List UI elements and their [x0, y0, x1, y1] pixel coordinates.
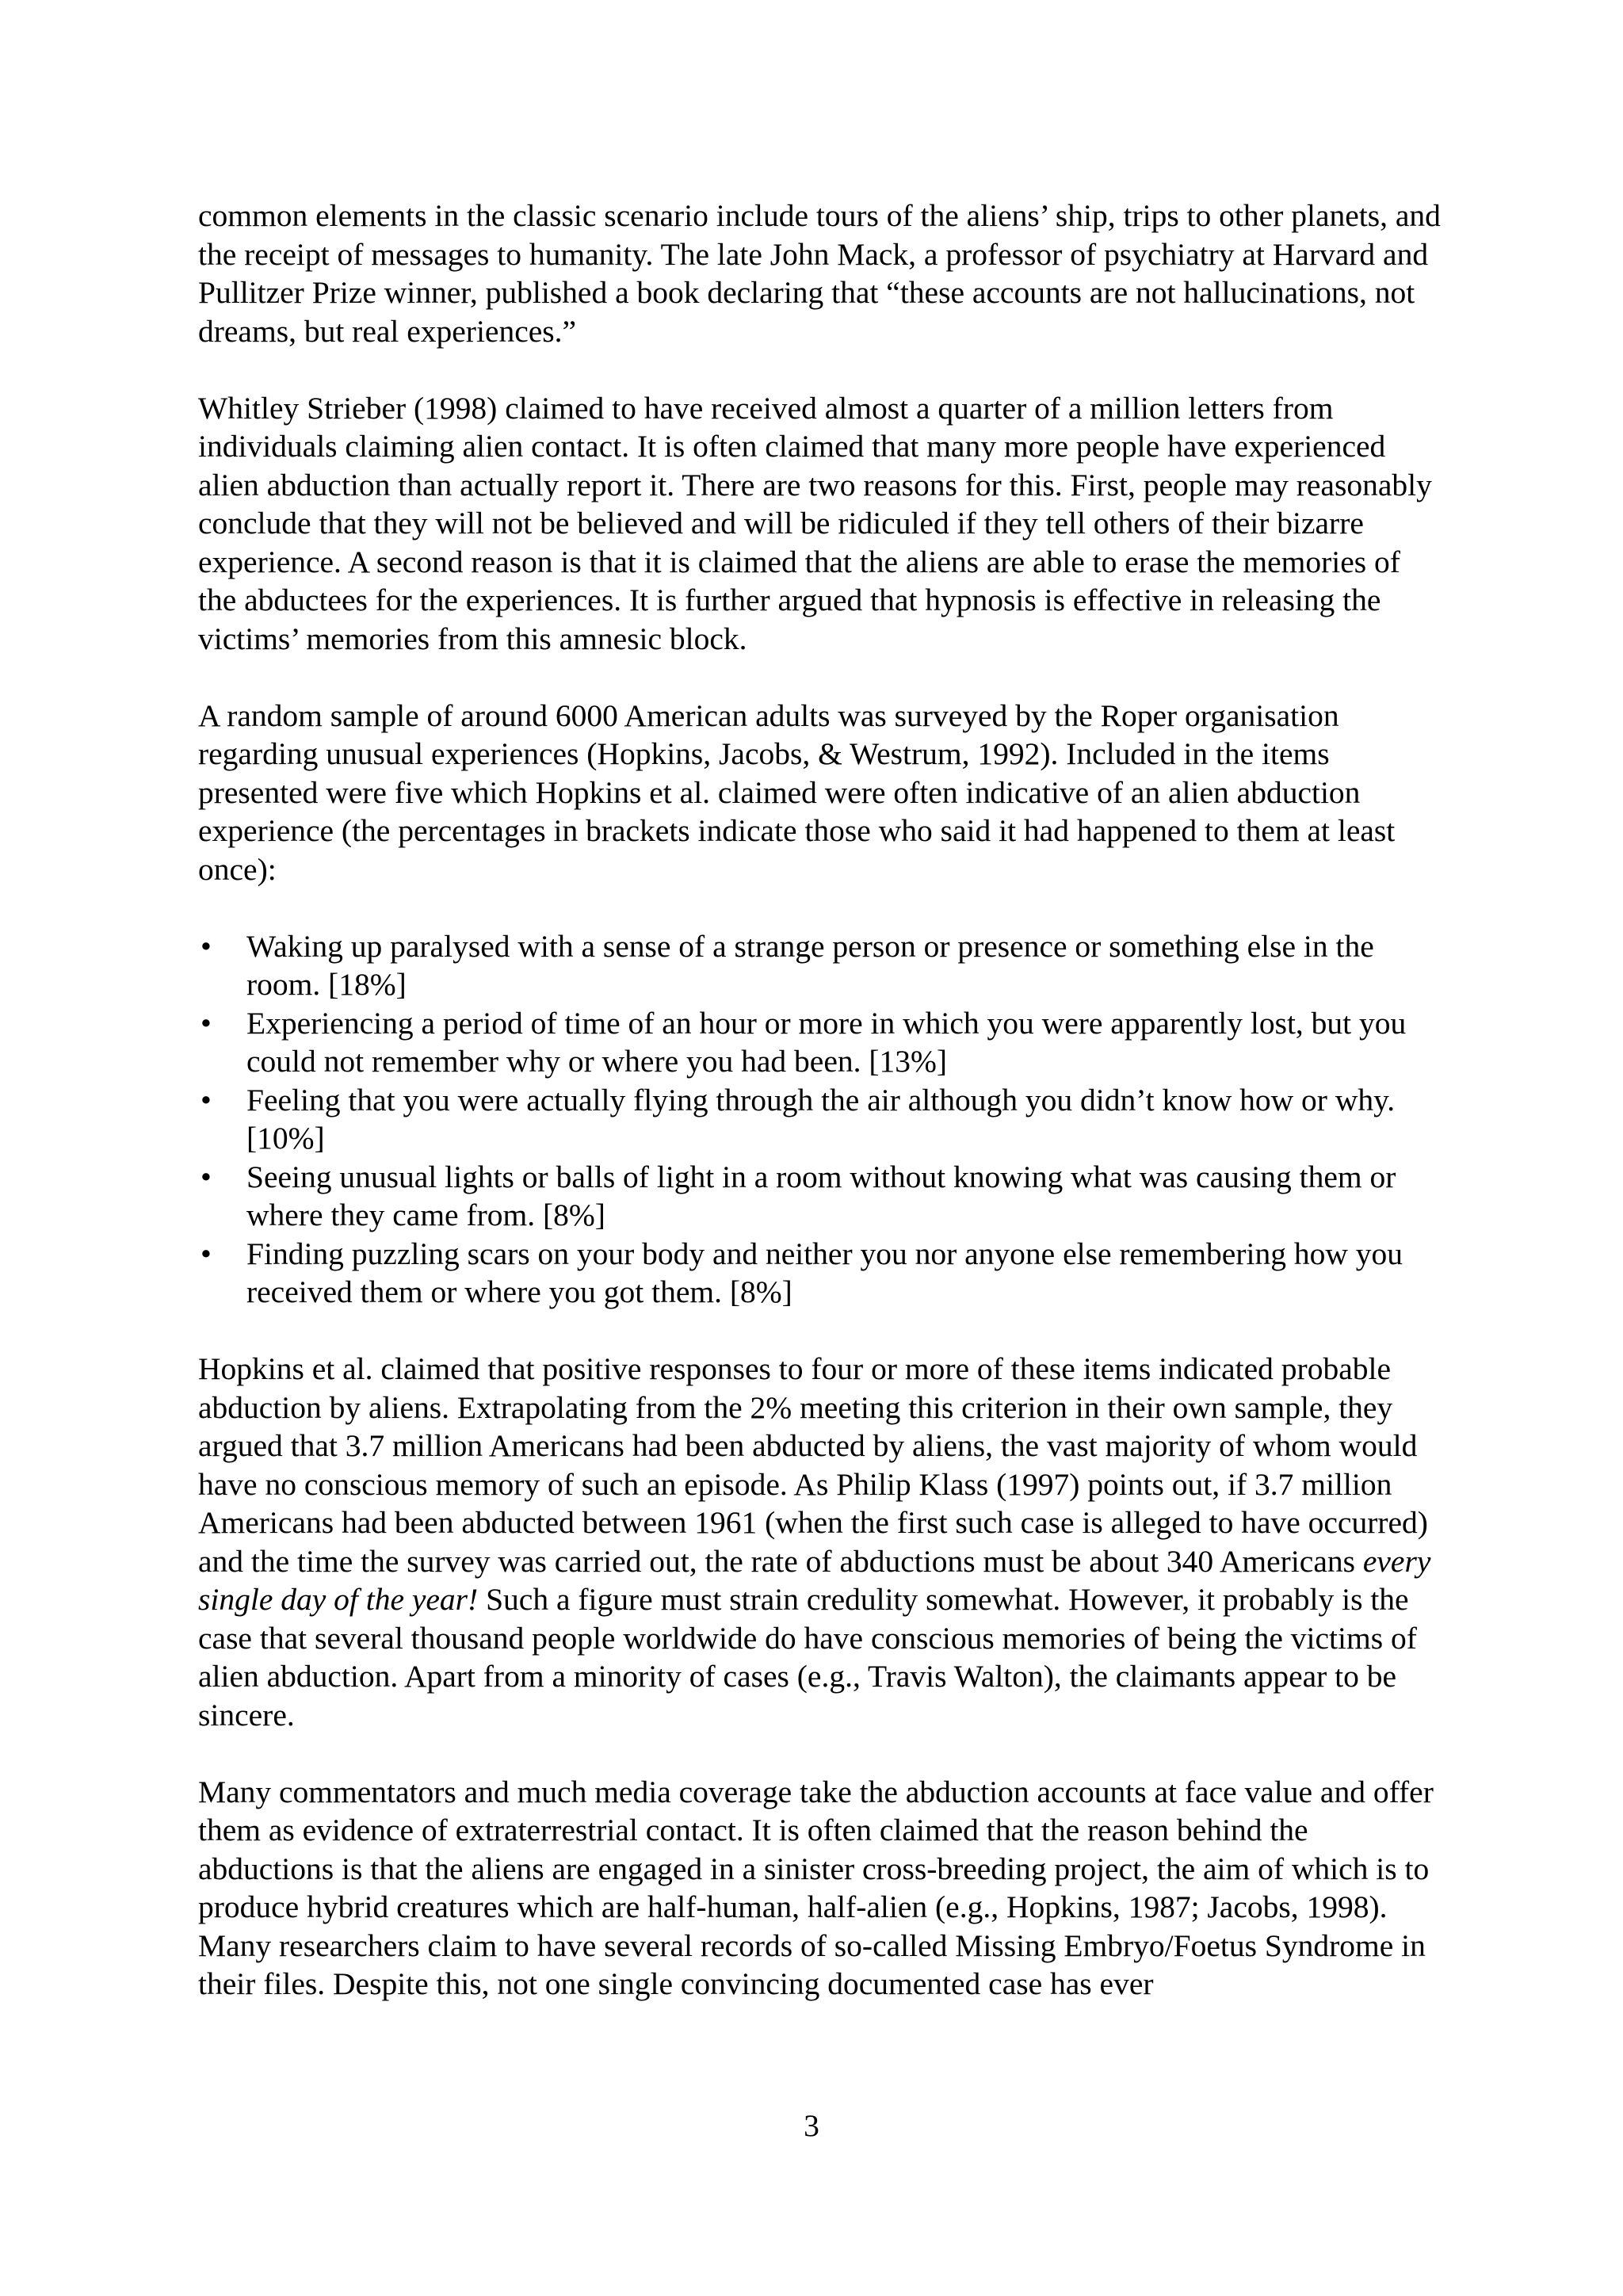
list-item-text: Experiencing a period of time of an hour or more in which you were apparently lost, but you could not remember why or where you had been. [13%] — [246, 1005, 1407, 1079]
paragraph-text: Such a figure must strain credulity somewhat. However, it probably is the case that several thousand people worldwide do have conscious memories of being the victims of alien abduction. Apart from a minority of cases (e.g., Travis Walton), the claimants appear to be sincere. — [198, 1582, 1417, 1733]
list-item-text: Finding puzzling scars on your body and neither you nor anyone else remembering how you received them or where you got them. [8%] — [246, 1236, 1403, 1309]
list-item — [198, 1235, 1442, 1312]
list-item-text: Feeling that you were actually flying through the air although you didn’t know how or why. [10%] — [246, 1082, 1396, 1156]
paragraph-ship-tours: common elements in the classic scenario include tours of the aliens’ ship, trips to other planets, and the receipt of messages to humanity. The late John Mack, a professor of psychiatry at Harvard and Pullitzer Prize winner, published a book declaring that “these accounts are not hallucinations, not dreams, but real experiences.” — [198, 198, 1441, 349]
list-item-text: Waking up paralysed with a sense of a strange person or presence or something else in the room. [18%] — [246, 928, 1374, 1002]
emphasized-text: every single day of the year! — [198, 1543, 1431, 1617]
list-item — [198, 1004, 1442, 1081]
list-item — [198, 1158, 1442, 1235]
bullet-icon: • — [200, 1236, 212, 1271]
bullet-icon: • — [200, 1082, 212, 1117]
list-item — [198, 1081, 1442, 1158]
bullet-icon: • — [200, 1005, 212, 1041]
bullet-icon: • — [200, 928, 212, 964]
page-number: 3 — [804, 2108, 819, 2143]
page-body — [198, 197, 1442, 2042]
paragraph-roper-survey: A random sample of around 6000 American adults was surveyed by the Roper organisation regarding unusual experiences (Hopkins, Jacobs, & Westrum, 1992). Included in the items presented were five which Hopkins et al. claimed were often indicative of an alien abduction experience (the percentages in brackets indicate those who said it had happened to them at least once): — [198, 697, 1396, 887]
paragraph-media-coverage: Many commentators and much media coverage take the abduction accounts at face value and offer them as evidence of extraterrestrial contact. It is often claimed that the reason behind the abductions is that the aliens are engaged in a sinister cross-breeding project, the aim of which is to produce hybrid creatures which are half-human, half-alien (e.g., Hopkins, 1987; Jacobs, 1998). Many researchers claim to have several records of so-called Missing Embryo/Foetus Syndrome in their files. Despite this, not one single convincing documented case has ever — [198, 1774, 1434, 2001]
paragraph-hopkins-extrapolation — [198, 1350, 1442, 1734]
list-item — [198, 927, 1442, 1004]
list-item-text: Seeing unusual lights or balls of light in a room without knowing what was causing them or where they came from. [8%] — [246, 1159, 1396, 1232]
bullet-icon: • — [200, 1159, 212, 1194]
abduction-indicator-list — [198, 927, 1442, 1312]
paragraph-text: Hopkins et al. claimed that positive responses to four or more of these items indicated probable abduction by aliens. Extrapolating from the 2% meeting this criterion in their own sample, they argued that 3.7 million Americans had been abducted by aliens, the vast majority of whom would have no conscious memory of such an episode. As Philip Klass (1997) points out, if 3.7 million Americans had been abducted between 1961 (when the first such case is alleged to have occurred) and the time the survey was carried out, the rate of abductions must be about 340 Americans — [198, 1351, 1428, 1579]
paragraph-strieber-letters: Whitley Strieber (1998) claimed to have received almost a quarter of a million letters from individuals claiming alien contact. It is often claimed that many more people have experienced alien abduction than actually report it. There are two reasons for this. First, people may reasonably conclude that they will not be believed and will be ridiculed if they tell others of their bizarre experience. A second reason is that it is claimed that the aliens are able to erase the memories of the abductees for the experiences. It is further argued that hypnosis is effective in releasing the victims’ memories from this amnesic block. — [198, 390, 1432, 656]
